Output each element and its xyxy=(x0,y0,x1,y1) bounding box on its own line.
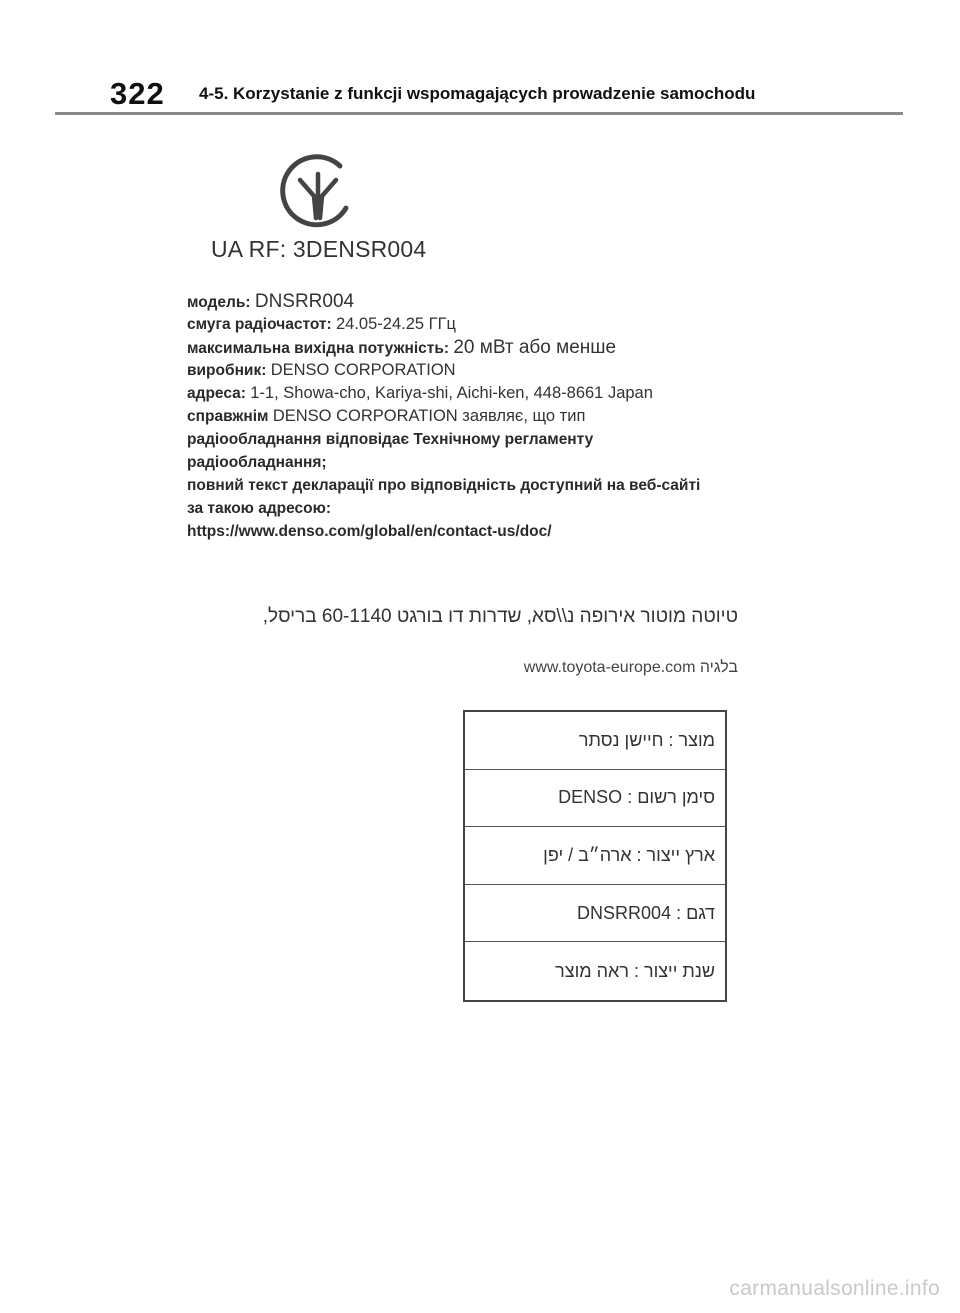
site-watermark: carmanualsonline.info xyxy=(729,1277,940,1300)
declaration-value: 20 мВт або менше xyxy=(453,337,617,358)
declaration-line xyxy=(187,497,807,520)
declaration-line xyxy=(187,474,807,497)
hebrew-product-table xyxy=(463,710,727,1002)
declaration-line xyxy=(187,313,807,336)
declaration-label: за такою адресою: xyxy=(187,500,332,517)
header-divider xyxy=(55,112,903,115)
declaration-label: модель: xyxy=(187,294,251,311)
hebrew-table-row: שנת ייצור : ראה מוצר xyxy=(555,960,715,981)
declaration-value: 1-1, Showa-cho, Kariya-shi, Aichi-ken, 448-8661 Japan xyxy=(250,384,653,402)
page-number: 322 xyxy=(110,76,165,111)
ukrainian-conformity-mark-icon xyxy=(278,152,358,232)
declaration-label: максимальна вихідна потужність: xyxy=(187,340,450,357)
declaration-label: радіообладнання; xyxy=(187,454,327,471)
declaration-line xyxy=(187,428,807,451)
declaration-label: виробник: xyxy=(187,362,267,379)
declaration-url xyxy=(187,520,807,543)
declaration-line xyxy=(187,451,807,474)
declaration-url-text: https://www.denso.com/global/en/contact-us/doc/ xyxy=(187,523,552,540)
hebrew-importer-website: בלגיה www.toyota-europe.com xyxy=(523,659,738,676)
declaration-line xyxy=(187,336,807,359)
declaration-label: справжнім xyxy=(187,408,269,425)
hebrew-table-row: ארץ ייצור : ארה״ב / יפן xyxy=(465,827,725,885)
declaration-value: DNSRR004 xyxy=(254,291,355,312)
hebrew-importer-address: טיוטה מוטור אירופה נ\\סא, שדרות דו בורגט 60-1140 בריסל, xyxy=(262,606,738,627)
section-title: 4-5. Korzystanie z funkcji wspomagających prowadzenie samochodu xyxy=(199,84,756,103)
declaration-label: смуга радіочастот: xyxy=(187,316,332,333)
declaration-line xyxy=(187,382,807,405)
hebrew-table-row: סימן רשום : DENSO xyxy=(465,770,725,828)
hebrew-table-row: מוצר : חיישן נסתר xyxy=(465,712,725,770)
declaration-line xyxy=(187,290,807,313)
declaration-value: DENSO CORPORATION xyxy=(270,361,456,379)
hebrew-table-row: דגם : DNSRR004 xyxy=(465,885,725,943)
declaration-block xyxy=(187,290,807,543)
declaration-line xyxy=(187,359,807,382)
page-header xyxy=(0,0,960,120)
declaration-line xyxy=(187,405,807,428)
certification-id: UA RF: 3DENSR004 xyxy=(211,236,427,262)
declaration-value: 24.05-24.25 ГГц xyxy=(335,315,456,333)
declaration-label: радіообладнання відповідає Технічному регламенту xyxy=(187,431,594,448)
declaration-value: DENSO CORPORATION заявляє, що тип xyxy=(272,407,586,425)
declaration-label: адреса: xyxy=(187,385,246,402)
declaration-label: повний текст декларації про відповідність доступний на веб-сайті xyxy=(187,477,701,494)
